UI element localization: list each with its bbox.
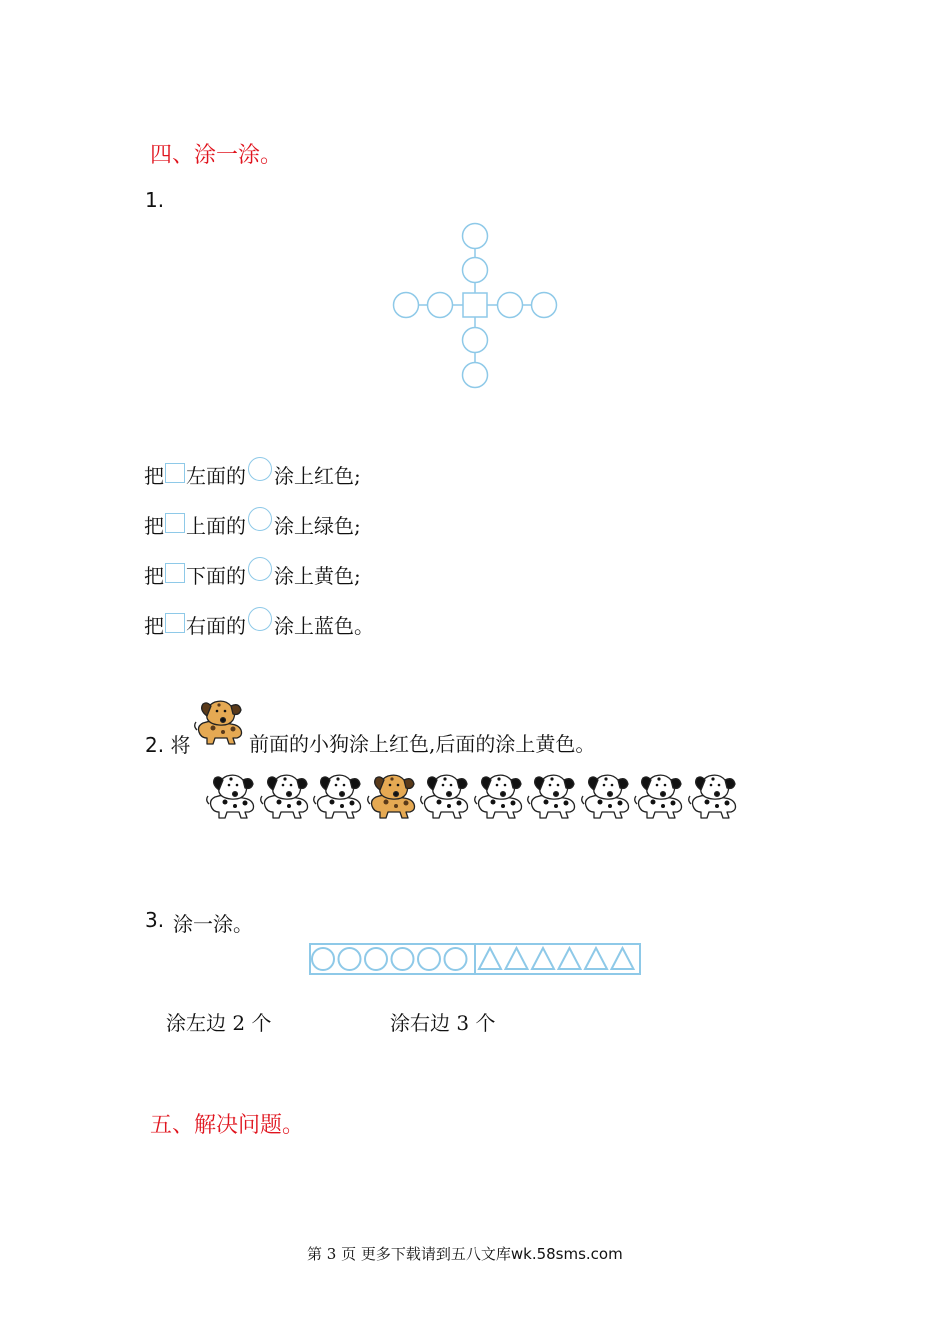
spotted-dog-icon xyxy=(580,770,634,822)
circle-shape xyxy=(312,948,334,970)
instruction-prefix: 把 xyxy=(144,564,164,588)
circle-shape xyxy=(365,948,387,970)
shape-box xyxy=(309,943,641,975)
spotted-dog-icon xyxy=(205,770,259,822)
spotted-dog-icon xyxy=(473,770,527,822)
question-1-number: 1. xyxy=(145,188,165,212)
brown-dog-icon xyxy=(366,770,420,822)
instruction-prefix: 把 xyxy=(144,614,164,638)
dog-row xyxy=(205,770,750,824)
circle-icon xyxy=(248,607,272,631)
cross-circle-right-1 xyxy=(498,293,523,318)
circle-shape xyxy=(392,948,414,970)
spotted-dog-icon xyxy=(687,770,741,822)
square-icon xyxy=(165,613,185,633)
cross-circle-top-1 xyxy=(463,224,488,249)
instruction-line-1 xyxy=(144,460,361,489)
question-3-number: 3. xyxy=(145,908,165,932)
spotted-dog-icon xyxy=(526,770,580,822)
spotted-dog-icon xyxy=(633,770,687,822)
footer-text: 第 3 页 更多下载请到五八文库 xyxy=(307,1245,511,1263)
cross-circle-top-2 xyxy=(463,258,488,283)
instruction-color: 涂上蓝色。 xyxy=(274,614,374,638)
question-2-number: 2. 将 xyxy=(145,733,191,757)
instruction-line-2 xyxy=(144,510,361,539)
instruction-prefix: 把 xyxy=(144,514,164,538)
section-5-title: 五、解决问题。 xyxy=(150,1113,305,1138)
circle-icon xyxy=(248,557,272,581)
instruction-color: 涂上黄色; xyxy=(274,564,361,588)
circle-icon xyxy=(248,507,272,531)
cross-circle-left-2 xyxy=(428,293,453,318)
cross-circle-bottom-1 xyxy=(463,328,488,353)
instruction-color: 涂上红色; xyxy=(274,464,361,488)
instruction-position: 左面的 xyxy=(186,464,246,488)
cross-circle-left-1 xyxy=(394,293,419,318)
instruction-line-3 xyxy=(144,560,361,589)
circle-shape xyxy=(418,948,440,970)
square-icon xyxy=(165,463,185,483)
circle-shape xyxy=(339,948,361,970)
triangle-shape xyxy=(559,948,581,969)
left-instruction: 涂左边 2 个 xyxy=(166,1011,272,1035)
triangle-shape xyxy=(612,948,634,969)
instruction-position: 右面的 xyxy=(186,614,246,638)
section-4-title: 四、涂一涂。 xyxy=(150,143,283,168)
instruction-prefix: 把 xyxy=(144,464,164,488)
cross-diagram xyxy=(390,220,560,392)
brown-dog-icon xyxy=(193,696,249,750)
circle-icon xyxy=(248,457,272,481)
square-icon xyxy=(165,513,185,533)
instruction-position: 上面的 xyxy=(186,514,246,538)
instruction-line-4 xyxy=(144,610,374,639)
question-3-text: 涂一涂。 xyxy=(173,912,253,936)
spotted-dog-icon xyxy=(419,770,473,822)
triangle-shape xyxy=(585,948,607,969)
spotted-dog-icon xyxy=(312,770,366,822)
triangle-shape xyxy=(506,948,528,969)
cross-circle-right-2 xyxy=(532,293,557,318)
right-instruction: 涂右边 3 个 xyxy=(390,1011,496,1035)
instruction-color: 涂上绿色; xyxy=(274,514,361,538)
square-icon xyxy=(165,563,185,583)
footer-url: wk.58sms.com xyxy=(510,1245,623,1263)
triangle-shape xyxy=(479,948,501,969)
spotted-dog-icon xyxy=(259,770,313,822)
cross-circle-bottom-2 xyxy=(463,363,488,388)
instruction-position: 下面的 xyxy=(186,564,246,588)
triangle-shape xyxy=(532,948,554,969)
question-2-text: 前面的小狗涂上红色,后面的涂上黄色。 xyxy=(249,732,596,756)
page-footer xyxy=(307,1243,623,1264)
circle-shape xyxy=(445,948,467,970)
cross-center-square xyxy=(463,293,487,317)
